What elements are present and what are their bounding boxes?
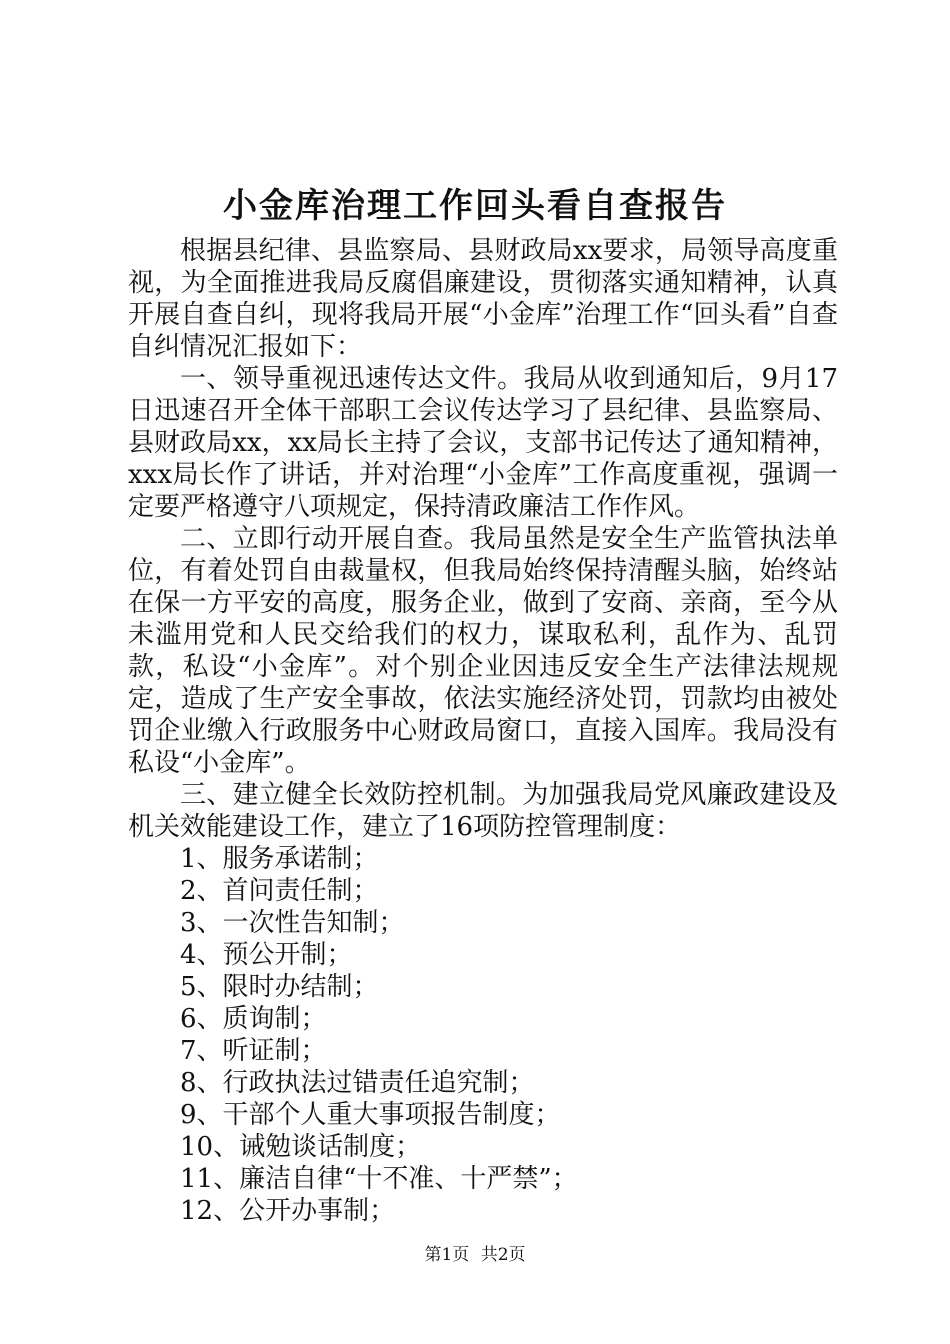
control-system-list — [128, 843, 838, 1227]
list-item: 9、干部个人重大事项报告制度； — [180, 1100, 561, 1130]
list-item: 5、限时办结制； — [180, 972, 379, 1002]
page-total: 共2页 — [480, 1245, 526, 1265]
list-item: 1、服务承诺制； — [180, 844, 379, 874]
section-1-paragraph: 一、领导重视迅速传达文件。我局从收到通知后，9月17日迅速召开全体干部职工会议传达学习了县纪律、县监察局、县财政局xx，xx局长主持了会议，支部书记传达了通知精神，xxx局长作了讲话，并对治理“小金库”工作高度重视，强调一定要严格遵守八项规定，保持清政廉洁工作作风。 — [128, 364, 838, 522]
list-item: 4、预公开制； — [180, 940, 353, 970]
document-title: 小金库治理工作回头看自查报告 — [223, 186, 727, 226]
document-body — [128, 235, 838, 1227]
list-item: 3、一次性告知制； — [180, 908, 405, 938]
section-2-paragraph: 二、立即行动开展自查。我局虽然是安全生产监管执法单位，有着处罚自由裁量权，但我局始终保持清醒头脑，始终站在保一方平安的高度，服务企业，做到了安商、亲商，至今从未滥用党和人民交给我们的权力，谋取私利，乱作为、乱罚款，私设“小金库”。对个别企业因违反安全生产法律法规规定，造成了生产安全事故，依法实施经济处罚，罚款均由被处罚企业缴入行政服务中心财政局窗口，直接入国库。我局没有私设“小金库”。 — [128, 524, 838, 778]
list-item: 12、公开办事制； — [180, 1196, 396, 1226]
list-item: 8、行政执法过错责任追究制； — [180, 1068, 535, 1098]
list-item: 7、听证制； — [180, 1036, 327, 1066]
list-item: 6、质询制； — [180, 1004, 327, 1034]
list-item: 11、廉洁自律“十不准、十严禁”； — [180, 1164, 578, 1194]
page-number: 第1页 — [424, 1245, 470, 1265]
section-3-paragraph: 三、建立健全长效防控机制。为加强我局党风廉政建设及机关效能建设工作，建立了16项防控管理制度： — [128, 780, 838, 842]
page-footer — [0, 1244, 950, 1266]
list-item: 2、首问责任制； — [180, 876, 379, 906]
intro-paragraph: 根据县纪律、县监察局、县财政局xx要求，局领导高度重视，为全面推进我局反腐倡廉建设，贯彻落实通知精神，认真开展自查自纠，现将我局开展“小金库”治理工作“回头看”自查自纠情况汇报如下： — [128, 236, 838, 362]
list-item: 10、诫勉谈话制度； — [180, 1132, 422, 1162]
